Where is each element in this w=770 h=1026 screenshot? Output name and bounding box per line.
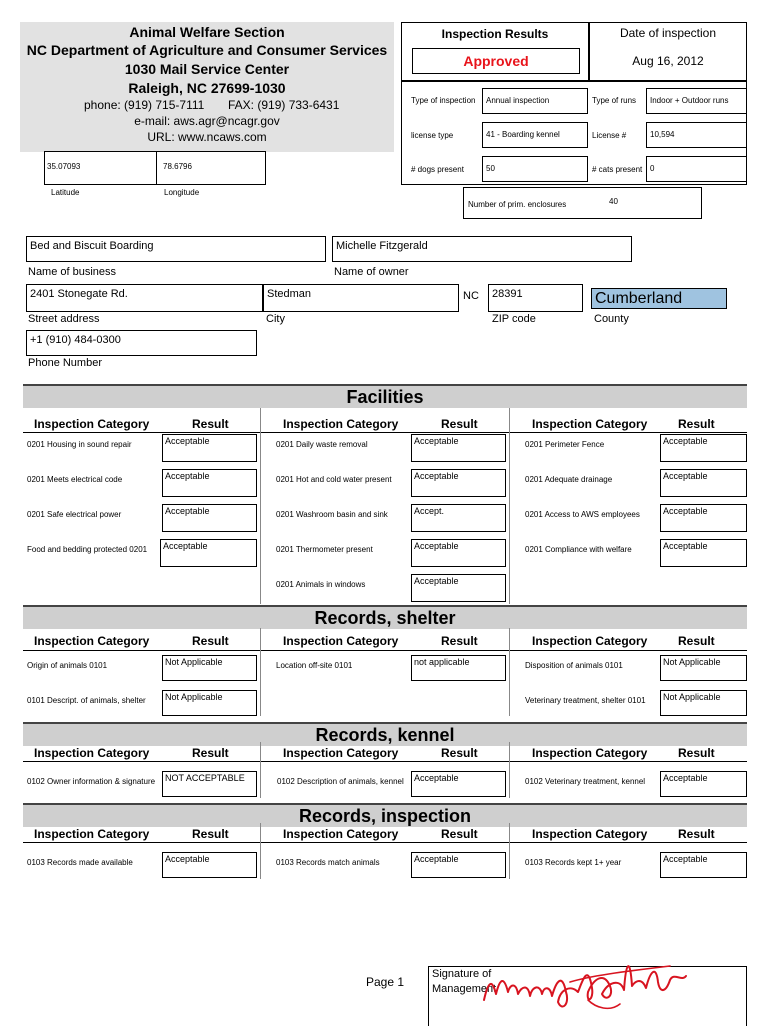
latitude-field[interactable]: 35.07093 (44, 151, 157, 185)
record-result[interactable]: Acceptable (660, 852, 747, 878)
facility-category: 0201 Thermometer present (276, 545, 373, 554)
record-category: 0103 Records match animals (276, 858, 380, 867)
facility-category: 0201 Adequate drainage (525, 475, 613, 484)
facility-result[interactable]: Acceptable (162, 469, 257, 497)
record-result[interactable]: Not Applicable (162, 690, 257, 716)
facility-category: 0201 Washroom basin and sink (276, 510, 388, 519)
agency-department: NC Department of Agriculture and Consumer Services (26, 42, 388, 58)
record-result[interactable]: Not Applicable (162, 655, 257, 681)
facility-result[interactable]: Acceptable (411, 574, 506, 602)
facility-category: Food and bedding protected 0201 (27, 545, 148, 554)
col3-result-header: Result (678, 634, 715, 648)
records-kennel-section-title: Records, kennel (23, 722, 747, 746)
facility-category: 0201 Perimeter Fence (525, 440, 605, 449)
facilities-section-title: Facilities (23, 384, 747, 408)
records-inspection-divider-1 (260, 823, 261, 879)
facility-result[interactable]: Acceptable (660, 469, 747, 497)
latitude-label: Latitude (51, 188, 80, 197)
facility-category: 0201 Daily waste removal (276, 440, 368, 449)
col3-result-header: Result (678, 746, 715, 760)
license-number-field[interactable]: 10,594 (646, 122, 747, 148)
col2-result-header: Result (441, 827, 478, 841)
records-shelter-header-rule (23, 650, 747, 651)
agency-email: e-mail: aws.agr@ncagr.gov (134, 114, 280, 128)
facility-result[interactable]: Acceptable (660, 504, 747, 532)
phone-field[interactable]: +1 (910) 484-0300 (26, 330, 257, 356)
license-type-field[interactable]: 41 - Boarding kennel (482, 122, 588, 148)
facilities-divider-1 (260, 408, 261, 604)
dogs-present-field[interactable]: 50 (482, 156, 588, 182)
records-shelter-divider-2 (509, 628, 510, 716)
facility-category: 0201 Housing in sound repair (27, 440, 132, 449)
state-value: NC (463, 290, 479, 302)
facilities-divider-2 (509, 408, 510, 604)
col1-result-header: Result (192, 746, 229, 760)
col2-category-header: Inspection Category (283, 746, 399, 760)
records-inspection-divider-2 (509, 823, 510, 879)
street-address-field[interactable]: 2401 Stonegate Rd. (26, 284, 263, 312)
facility-result[interactable]: Acceptable (660, 434, 747, 462)
business-name-field[interactable]: Bed and Biscuit Boarding (26, 236, 326, 262)
cats-present-field[interactable]: 0 (646, 156, 747, 182)
col2-category-header: Inspection Category (283, 634, 399, 648)
records-kennel-divider-1 (260, 742, 261, 798)
col1-result-header: Result (192, 827, 229, 841)
owner-name-field[interactable]: Michelle Fitzgerald (332, 236, 632, 262)
owner-name-label: Name of owner (334, 266, 409, 278)
col2-category-header: Inspection Category (283, 417, 399, 431)
records-kennel-header-rule (23, 761, 747, 762)
record-category: 0103 Records made available (27, 858, 133, 867)
facilities-header-rule (23, 432, 747, 433)
phone-label: Phone Number (28, 357, 102, 369)
city-label: City (266, 313, 285, 325)
record-result[interactable]: Acceptable (411, 771, 506, 797)
record-category: Location off-site 0101 (276, 661, 353, 670)
facility-result[interactable]: Acceptable (411, 434, 506, 462)
records-inspection-header-rule (23, 842, 747, 843)
zip-field[interactable]: 28391 (488, 284, 583, 312)
zip-label: ZIP code (492, 313, 536, 325)
enclosures-label: Number of prim. enclosures (468, 200, 567, 209)
record-result[interactable]: Acceptable (162, 852, 257, 878)
type-of-inspection-field[interactable]: Annual inspection (482, 88, 588, 114)
agency-fax: FAX: (919) 733-6431 (228, 98, 340, 112)
longitude-label: Longitude (164, 188, 200, 197)
type-of-runs-field[interactable]: Indoor + Outdoor runs (646, 88, 747, 114)
county-field[interactable]: Cumberland (591, 288, 727, 309)
agency-city-state-zip: Raleigh, NC 27699-1030 (128, 80, 286, 96)
county-label: County (594, 313, 629, 325)
business-name-label: Name of business (28, 266, 117, 278)
col1-category-header: Inspection Category (34, 746, 150, 760)
col3-category-header: Inspection Category (532, 634, 648, 648)
facility-result[interactable]: Accept. (411, 504, 506, 532)
col1-result-header: Result (192, 417, 229, 431)
col3-result-header: Result (678, 417, 715, 431)
type-of-inspection-label: Type of inspection (411, 96, 476, 105)
record-category: 0102 Description of animals, kennel (277, 777, 404, 786)
agency-section: Animal Welfare Section (129, 24, 285, 40)
facility-category: 0201 Hot and cold water present (276, 475, 392, 484)
records-shelter-divider-1 (260, 628, 261, 716)
col2-result-header: Result (441, 417, 478, 431)
date-label: Date of inspection (619, 26, 717, 40)
record-category: 0102 Veterinary treatment, kennel (525, 777, 646, 786)
col1-category-header: Inspection Category (34, 634, 150, 648)
record-result[interactable]: not applicable (411, 655, 506, 681)
facility-category: 0201 Compliance with welfare (525, 545, 632, 554)
longitude-field[interactable]: 78.6796 (163, 162, 192, 171)
col3-category-header: Inspection Category (532, 746, 648, 760)
col1-category-header: Inspection Category (34, 417, 150, 431)
col1-result-header: Result (192, 634, 229, 648)
facility-result[interactable]: Acceptable (162, 434, 257, 462)
dogs-present-label: # dogs present (411, 165, 464, 174)
record-category: 0103 Records kept 1+ year (525, 858, 622, 867)
col2-result-header: Result (441, 746, 478, 760)
record-category: 0102 Owner information & signature (27, 777, 156, 786)
record-result[interactable]: Acceptable (411, 852, 506, 878)
license-type-label: license type (411, 131, 454, 140)
inspection-results-label: Inspection Results (441, 27, 549, 41)
record-category: Disposition of animals 0101 (525, 661, 623, 670)
facility-result[interactable]: Acceptable (162, 504, 257, 532)
facility-result[interactable]: Acceptable (411, 469, 506, 497)
col1-category-header: Inspection Category (34, 827, 150, 841)
inspection-result-value[interactable]: Approved (412, 48, 580, 74)
record-result[interactable]: Not Applicable (660, 690, 747, 716)
street-address-label: Street address (28, 313, 100, 325)
agency-phone: phone: (919) 715-7111 (84, 98, 205, 112)
license-number-label: License # (592, 131, 627, 140)
record-result[interactable]: NOT ACCEPTABLE (162, 771, 257, 797)
record-category: Origin of animals 0101 (27, 661, 108, 670)
col3-category-header: Inspection Category (532, 827, 648, 841)
facility-result[interactable]: Acceptable (660, 539, 747, 567)
record-result[interactable]: Not Applicable (660, 655, 747, 681)
signature-label-line1: Signature of (432, 968, 492, 980)
facility-result[interactable]: Acceptable (160, 539, 257, 567)
agency-address: 1030 Mail Service Center (124, 61, 290, 77)
records-inspection-section-title: Records, inspection (23, 803, 747, 827)
signature-label-line2: Management (432, 983, 497, 995)
type-of-runs-label: Type of runs (592, 96, 637, 105)
facility-category: 0201 Animals in windows (276, 580, 366, 589)
facility-category: 0201 Safe electrical power (27, 510, 122, 519)
enclosures-field[interactable]: 40 (609, 197, 618, 206)
record-result[interactable]: Acceptable (660, 771, 747, 797)
facility-category: 0201 Meets electrical code (27, 475, 123, 484)
agency-url: URL: www.ncaws.com (147, 130, 267, 144)
col2-category-header: Inspection Category (283, 827, 399, 841)
facility-result[interactable]: Acceptable (411, 539, 506, 567)
records-shelter-section-title: Records, shelter (23, 605, 747, 629)
col3-category-header: Inspection Category (532, 417, 648, 431)
col3-result-header: Result (678, 827, 715, 841)
record-category: Veterinary treatment, shelter 0101 (525, 696, 646, 705)
page-number: Page 1 (366, 975, 405, 989)
record-category: 0101 Descript. of animals, shelter (27, 696, 146, 705)
handwritten-signature (470, 942, 700, 1022)
col2-result-header: Result (441, 634, 478, 648)
records-kennel-divider-2 (509, 742, 510, 798)
date-value[interactable]: Aug 16, 2012 (632, 54, 704, 68)
facility-category: 0201 Access to AWS employees (525, 510, 640, 519)
cats-present-label: # cats present (592, 165, 643, 174)
city-field[interactable]: Stedman (263, 284, 459, 312)
